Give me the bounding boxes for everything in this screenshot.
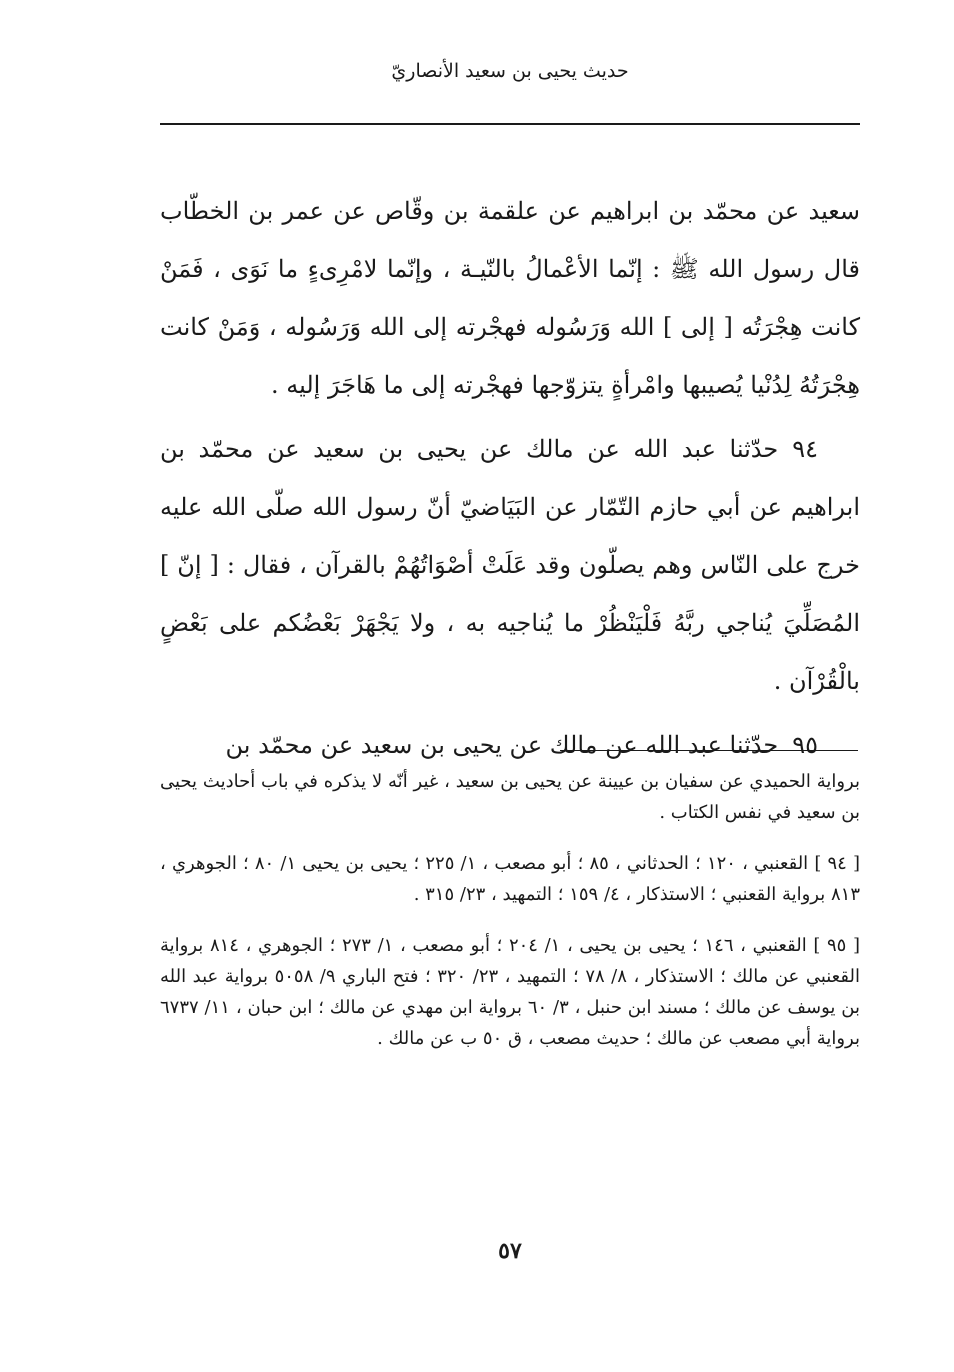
page-number: ٥٧	[498, 1238, 522, 1264]
hadith-number: ٩٤	[792, 435, 818, 463]
running-header: حديث يحيى بن سعيد الأنصاريّ	[391, 60, 629, 82]
footnote-continuation: برواية الحميدي عن سفيان بن عيينة عن يحيى بن سعيد ، غير أنّه لا يذكره في باب أحاديث يحيى بن سعيد في نفس الكتاب .	[160, 771, 860, 823]
hadith-94	[160, 420, 860, 710]
hadith-text: حدّثنا عبد الله عن مالك عن يحيى بن سعيد عن محمّد بن ابراهيم عن أبي حازم التّمّار عن البَيَاضيّ أنّ رسول الله صلّى الله عليه خرج على النّاس وهم يصلّون وقد عَلَتْ أصْوَاتُهُمْ بالقرآن ، فقال : [ إنّ ] المُصَلِّيَ يُناجي ربَّهُ فَلْيَنْظُرْ ما يُناجيه به ، ولا يَجْهَرْ بَعْضُكم على بَعْضٍ بالْقُرْآن .	[160, 435, 860, 695]
footnote-95: [ ٩٥ ] القعنبي ، ١٤٦ ؛ يحيى بن يحيى ، ١/ ٢٠٤ ؛ أبو مصعب ، ١/ ٢٧٣ ؛ الجوهري ، ٨١٤ برواية القعنبي عن مالك ؛ الاستذكار ، ٨/ ٧٨ ؛ التمهيد ، ٢٣/ ٣٢٠ ؛ فتح الباري ٩/ ٥٠٥٨ برواية عبد الله بن يوسف عن مالك ؛ مسند ابن حنبل ، ٣/ ٦٠ برواية ابن مهدي عن مالك ؛ ابن حبان ، ١١/ ٦٧٣٧ برواية أبي مصعب عن مالك ؛ حديث مصعب ، ق ٥٠ ب عن مالك .	[160, 935, 860, 1049]
footnote-94: [ ٩٤ ] القعنبي ، ١٢٠ ؛ الحدثاني ، ٨٥ ؛ أبو مصعب ، ١/ ٢٢٥ ؛ يحيى بن يحيى ١/ ٨٠ ؛ الجوهري ، ٨١٣ برواية القعنبي ؛ الاستذكار ، ٤/ ١٥٩ ؛ التمهيد ، ٢٣/ ٣١٥ .	[160, 853, 861, 905]
hadith-number: ٩٥	[792, 731, 818, 759]
main-text	[160, 182, 860, 774]
hadith-text: حدّثنا عبد الله عن مالك عن يحيى بن سعيد عن محمّد بن	[225, 731, 779, 759]
paragraph-continuation: سعيد عن محمّد بن ابراهيم عن علقمة بن وقّاص عن عمر بن الخطّاب قال رسول الله ﷺ : إنّما الأعْمالُ بالنّيـة ، وإنّما لامْرِىءٍ ما نَوَى ، فَمَنْ كانت هِجْرَتُه [ إلى ] الله وَرَسُوله فهجْرته إلى الله وَرَسُوله ، وَمَنْ كانت هِجْرَتُهُ لِدُنْيا يُصيبها وامْرأةٍ يتزوّجها فهجْرته إلى ما هَاجَرَ إليه .	[160, 197, 860, 399]
footnotes	[160, 766, 860, 1074]
footnote-rule	[560, 750, 858, 751]
header-rule	[160, 123, 860, 125]
